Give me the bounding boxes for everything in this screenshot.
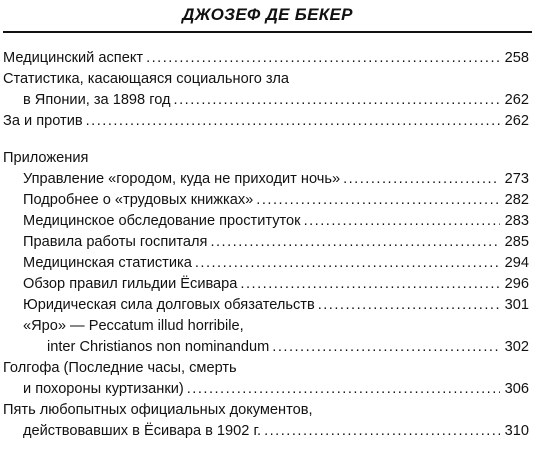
toc-subentry[interactable]: [0, 211, 535, 232]
toc-entry-page: 301: [504, 297, 529, 313]
toc-entry-title: Правила работы госпиталя: [23, 234, 208, 250]
toc-entry-title: действовавших в Ёсивара в 1902 г.: [23, 423, 262, 439]
toc-entry: [0, 358, 535, 379]
section-heading-title: Приложения: [3, 150, 89, 166]
toc-entry-title: Медицинское обследование проституток: [23, 213, 301, 229]
toc-entry-page: 294: [504, 255, 529, 271]
toc-entry-title: Обзор правил гильдии Ёсивара: [23, 276, 238, 292]
toc-section-heading: [0, 148, 535, 169]
toc-entry: [0, 400, 535, 421]
toc-entry-continuation[interactable]: [0, 90, 535, 111]
toc-entry-page: 302: [504, 339, 529, 355]
toc-entry-title: Подробнее о «трудовых книжках»: [23, 192, 254, 208]
toc-entry-page: 306: [504, 381, 529, 397]
toc-subentry[interactable]: [0, 169, 535, 190]
toc-entry-title: inter Christianos non nominandum: [47, 339, 270, 355]
toc-subentry: [0, 316, 535, 337]
toc-subentry[interactable]: [0, 253, 535, 274]
leader-dots: [256, 190, 500, 211]
leader-dots: [146, 48, 500, 69]
toc-entry-title: «Яро» — Peccatum illud horribile,: [23, 318, 244, 334]
toc-entry-page: 283: [504, 213, 529, 229]
toc-entry: [0, 69, 535, 90]
toc-entry-page: 282: [504, 192, 529, 208]
toc-entry-title: За и против: [3, 113, 83, 129]
running-header: [0, 2, 535, 28]
toc-entry-title: в Японии, за 1898 год: [23, 92, 171, 108]
leader-dots: [187, 379, 500, 400]
toc-subentry[interactable]: [0, 274, 535, 295]
toc-entry-continuation[interactable]: [0, 379, 535, 400]
leader-dots: [174, 90, 500, 111]
leader-dots: [210, 232, 500, 253]
section-gap: [0, 132, 535, 148]
toc-entry-continuation[interactable]: [0, 421, 535, 442]
toc-subentry-continuation[interactable]: [0, 337, 535, 358]
toc-entry-title: Пять любопытных официальных документов,: [3, 402, 313, 418]
toc-entry-page: 258: [504, 50, 529, 66]
leader-dots: [318, 295, 500, 316]
toc-entry-page: 310: [504, 423, 529, 439]
table-of-contents: [0, 48, 535, 442]
toc-entry[interactable]: [0, 111, 535, 132]
toc-entry-page: 262: [504, 113, 529, 129]
header-rule: [3, 31, 532, 33]
toc-entry-title: Юридическая сила долговых обязательств: [23, 297, 315, 313]
toc-subentry[interactable]: [0, 232, 535, 253]
leader-dots: [304, 211, 500, 232]
toc-entry-page: 296: [504, 276, 529, 292]
toc-entry-title: Медицинский аспект: [3, 50, 144, 66]
leader-dots: [272, 337, 500, 358]
leader-dots: [86, 111, 500, 132]
toc-entry-title: Медицинская статистика: [23, 255, 192, 271]
toc-entry-page: 285: [504, 234, 529, 250]
toc-subentry[interactable]: [0, 190, 535, 211]
toc-entry-page: 262: [504, 92, 529, 108]
leader-dots: [240, 274, 500, 295]
toc-entry-title: Статистика, касающаяся социального зла: [3, 71, 290, 87]
toc-entry-title: Голгофа (Последние часы, смерть: [3, 360, 237, 376]
leader-dots: [343, 169, 500, 190]
toc-entry-title: Управление «городом, куда не приходит ночь»: [23, 171, 341, 187]
toc-entry-page: 273: [504, 171, 529, 187]
leader-dots: [195, 253, 500, 274]
leader-dots: [264, 421, 500, 442]
toc-subentry[interactable]: [0, 295, 535, 316]
toc-entry[interactable]: [0, 48, 535, 69]
toc-entry-title: и похороны куртизанки): [23, 381, 184, 397]
running-header-title: ДЖОЗЕФ ДЕ БЕКЕР: [182, 5, 353, 24]
